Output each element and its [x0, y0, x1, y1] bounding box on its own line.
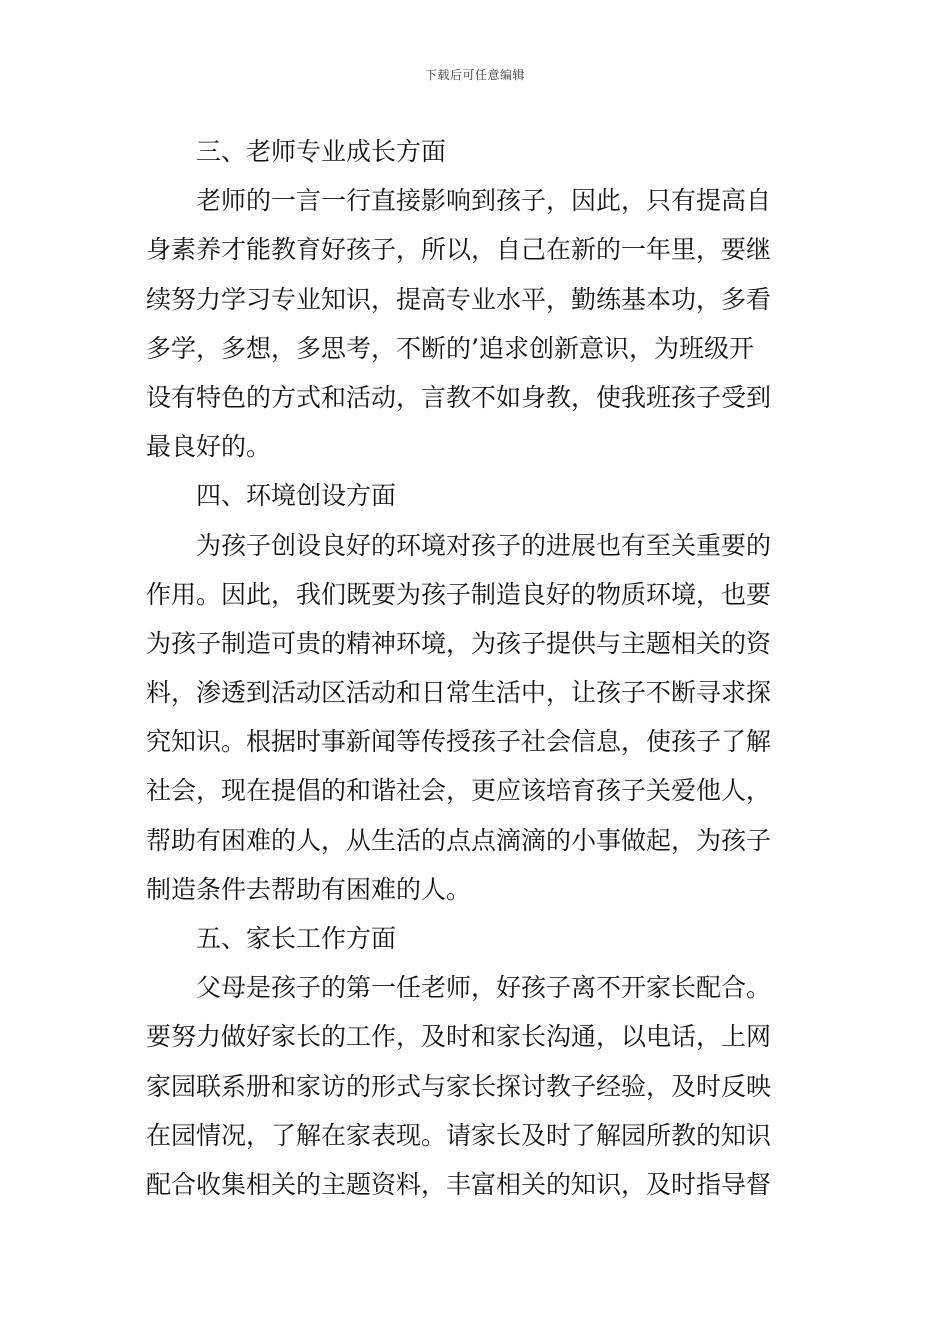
text-line: 究知识。根据时事新闻等传授孩子社会信息，使孩子了解	[146, 727, 772, 757]
text-line: 四、环境创设方面	[196, 481, 397, 511]
text-line: 为孩子创设良好的环境对孩子的进展也有至关重要的	[196, 530, 772, 560]
text-line: 为孩子制造可贵的精神环境，为孩子提供与主题相关的资	[146, 628, 772, 658]
text-line: 料，渗透到活动区活动和日常生活中，让孩子不断寻求探	[146, 678, 772, 708]
text-line: 身素养才能教育好孩子，所以，自己在新的一年里，要继	[146, 235, 772, 265]
text-line: 五、家长工作方面	[196, 924, 397, 953]
text-line: 父母是孩子的第一任老师，好孩子离不开家长配合。	[196, 973, 772, 1003]
text-line: 作用。因此，我们既要为孩子制造良好的物质环境，也要	[146, 579, 772, 609]
text-line: 续努力学习专业知识，提高专业水平，勤练基本功，多看	[146, 284, 772, 314]
text-line: 家园联系册和家访的形式与家长探讨教子经验，及时反映	[146, 1071, 772, 1101]
text-line: 设有特色的方式和活动，言教不如身教，使我班孩子受到	[146, 382, 772, 412]
text-line: 社会，现在提倡的和谐社会，更应该培育孩子关爱他人，	[146, 776, 772, 806]
header-note: 下载后可任意编辑	[424, 68, 525, 82]
text-line: 最良好的。	[146, 432, 272, 462]
text-line: 配合收集相关的主题资料，丰富相关的知识，及时指导督	[146, 1169, 772, 1199]
document-body	[146, 127, 810, 1209]
text-line: 制造条件去帮助有困难的人。	[146, 874, 472, 904]
text-line: 老师的一言一行直接影响到孩子，因此，只有提高自	[196, 186, 772, 216]
text-line: 在园情况，了解在家表现。请家长及时了解园所教的知识	[146, 1120, 772, 1150]
text-line: 三、老师专业成长方面	[196, 137, 447, 166]
text-line: 要努力做好家长的工作，及时和家长沟通，以电话，上网	[146, 1022, 772, 1052]
text-line: 帮助有困难的人，从生活的点点滴滴的小事做起，为孩子	[146, 825, 772, 855]
text-line: 多学，多想，多思考，不断的’追求创新意识，为班级开	[146, 333, 754, 363]
